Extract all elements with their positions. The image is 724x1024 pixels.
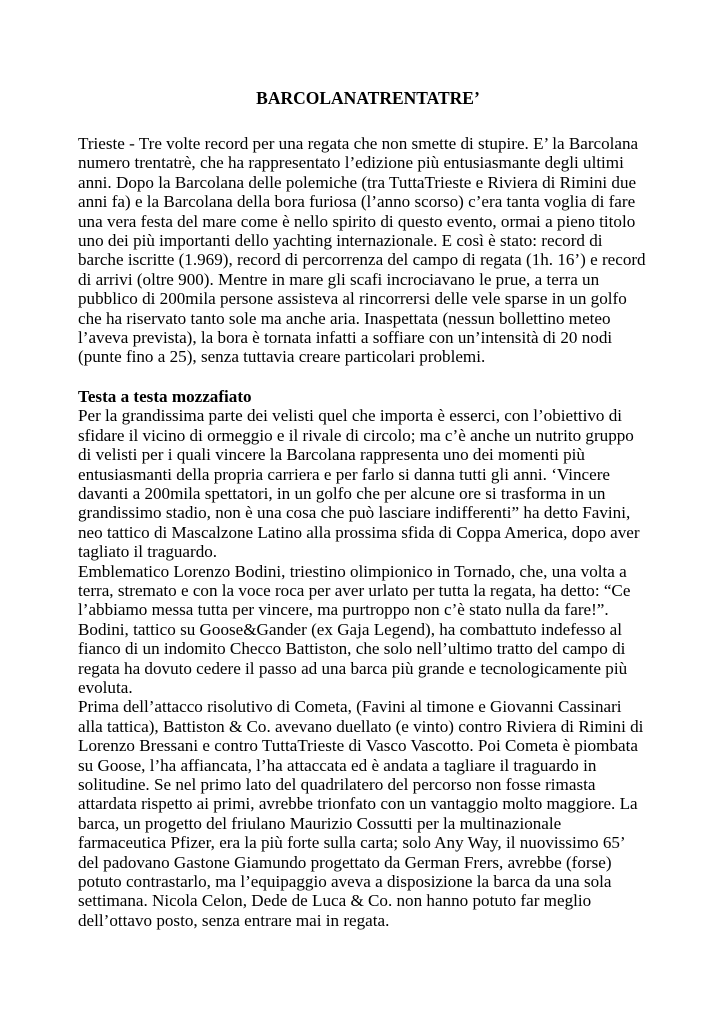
text-line: Trieste - Tre volte record per una regata che non smette di stupire. E’ la Barcolana <box>78 134 639 153</box>
text-line: entusiasmanti della propria carriera e per farlo si danna tutti gli anni. ‘Vincere <box>78 464 610 484</box>
text-line: che ha riservato tanto sole ma anche aria. Inaspettata (nessun bollettino meteo <box>78 308 611 328</box>
text-line: tagliato il traguardo. <box>78 542 218 562</box>
text-line: dell’ottavo posto, senza entrare mai in regata. <box>78 910 390 930</box>
text-line: Per la grandissima parte dei velisti quel che importa è esserci, con l’obiettivo di <box>78 406 622 426</box>
body-section <box>78 387 658 930</box>
text-line: sfidare il vicino di ormeggio e il rivale di circolo; ma c’è anche un nutrito gruppo <box>78 425 634 445</box>
text-line: di arrivi (oltre 900). Mentre in mare gli scafi incrociavano le prue, a terra un <box>78 269 600 289</box>
text-line: terra, stremato e con la voce roca per aver urlato per tutta la regata, ha detto: “Ce <box>78 580 631 600</box>
text-line: Lorenzo Bressani e contro TuttaTrieste di Vasco Vascotto. Poi Cometa è piombata <box>78 736 638 756</box>
text-line: anni fa) e la Barcolana della bora furiosa (l’anno scorso) c’era tanta voglia di fare <box>78 192 636 212</box>
text-line: evoluta. <box>78 677 133 697</box>
text-line: grandissimo stadio, non è una cosa che può lasciare indifferenti” ha detto Favini, <box>78 503 631 523</box>
document-title: BARCOLANATRENTATRE’ <box>256 88 480 108</box>
intro-paragraph <box>78 134 658 367</box>
paragraph-gap <box>78 367 658 387</box>
text-line: l’abbiamo messa tutta per vincere, ma purtroppo non c’è stato nulla da fare!”. <box>78 600 609 620</box>
text-line: barca, un progetto del friulano Maurizio Cossutti per la multinazionale <box>78 813 562 833</box>
document-page <box>78 88 658 930</box>
text-line: numero trentatrè, che ha rappresentato l’edizione più entusiasmante degli ultimi <box>78 153 624 173</box>
text-line: di velisti per i quali vincere la Barcolana rappresenta uno dei momenti più <box>78 445 585 465</box>
text-line: una vera festa del mare come è nello spirito di questo evento, ormai a pieno titolo <box>78 211 636 231</box>
text-line: alla tattica), Battiston & Co. avevano duellato (e vinto) contro Riviera di Rimini di <box>78 716 644 736</box>
text-line: Prima dell’attacco risolutivo di Cometa, (Favini al timone e Giovanni Cassinari <box>78 697 622 717</box>
text-line: del padovano Gastone Giamundo progettato da German Frers, avrebbe (forse) <box>78 852 612 872</box>
text-line: farmaceutica Pfizer, era la più forte sulla carta; solo Any Way, il nuovissimo 65’ <box>78 833 626 853</box>
text-line: pubblico di 200mila persone assisteva al rincorrersi delle vele sparse in un golfo <box>78 289 627 309</box>
text-line: (punte fino a 25), senza tuttavia creare particolari problemi. <box>78 347 486 367</box>
text-line: settimana. Nicola Celon, Dede de Luca & Co. non hanno potuto far meglio <box>78 891 592 911</box>
section-heading: Testa a testa mozzafiato <box>78 386 252 406</box>
text-line: attardata rispetto ai primi, avrebbe trionfato con un vantaggio molto maggiore. La <box>78 794 638 814</box>
text-line: Emblematico Lorenzo Bodini, triestino olimpionico in Tornado, che, una volta a <box>78 561 627 581</box>
text-line: uno dei più importanti dello yachting internazionale. E così è stato: record di <box>78 231 603 251</box>
text-line: davanti a 200mila spettatori, in un golfo che per alcune ore si trasforma in un <box>78 483 606 503</box>
text-line: neo tattico di Mascalzone Latino alla prossima sfida di Coppa America, dopo aver <box>78 522 640 542</box>
text-line: barche iscritte (1.969), record di percorrenza del campo di regata (1h. 16’) e record <box>78 250 646 270</box>
text-line: l’aveva prevista), la bora è tornata infatti a soffiare con un’intensità di 20 nodi <box>78 328 613 348</box>
text-line: solitudine. Se nel primo lato del quadrilatero del percorso non fosse rimasta <box>78 775 596 794</box>
text-line: potuto contrastarlo, ma l’equipaggio aveva a disposizione la barca da una sola <box>78 872 612 892</box>
text-line: su Goose, l’ha affiancata, l’ha attaccata ed è andata a tagliare il traguardo in <box>78 755 597 775</box>
text-line: anni. Dopo la Barcolana delle polemiche (tra TuttaTrieste e Riviera di Rimini due <box>78 172 637 192</box>
text-line: Bodini, tattico su Goose&Gander (ex Gaja Legend), ha combattuto indefesso al <box>78 619 622 639</box>
text-line: fianco di un indomito Checco Battiston, che solo nell’ultimo tratto del campo di <box>78 639 626 659</box>
text-line: regata ha dovuto cedere il passo ad una barca più grande e tecnologicamente più <box>78 658 628 678</box>
